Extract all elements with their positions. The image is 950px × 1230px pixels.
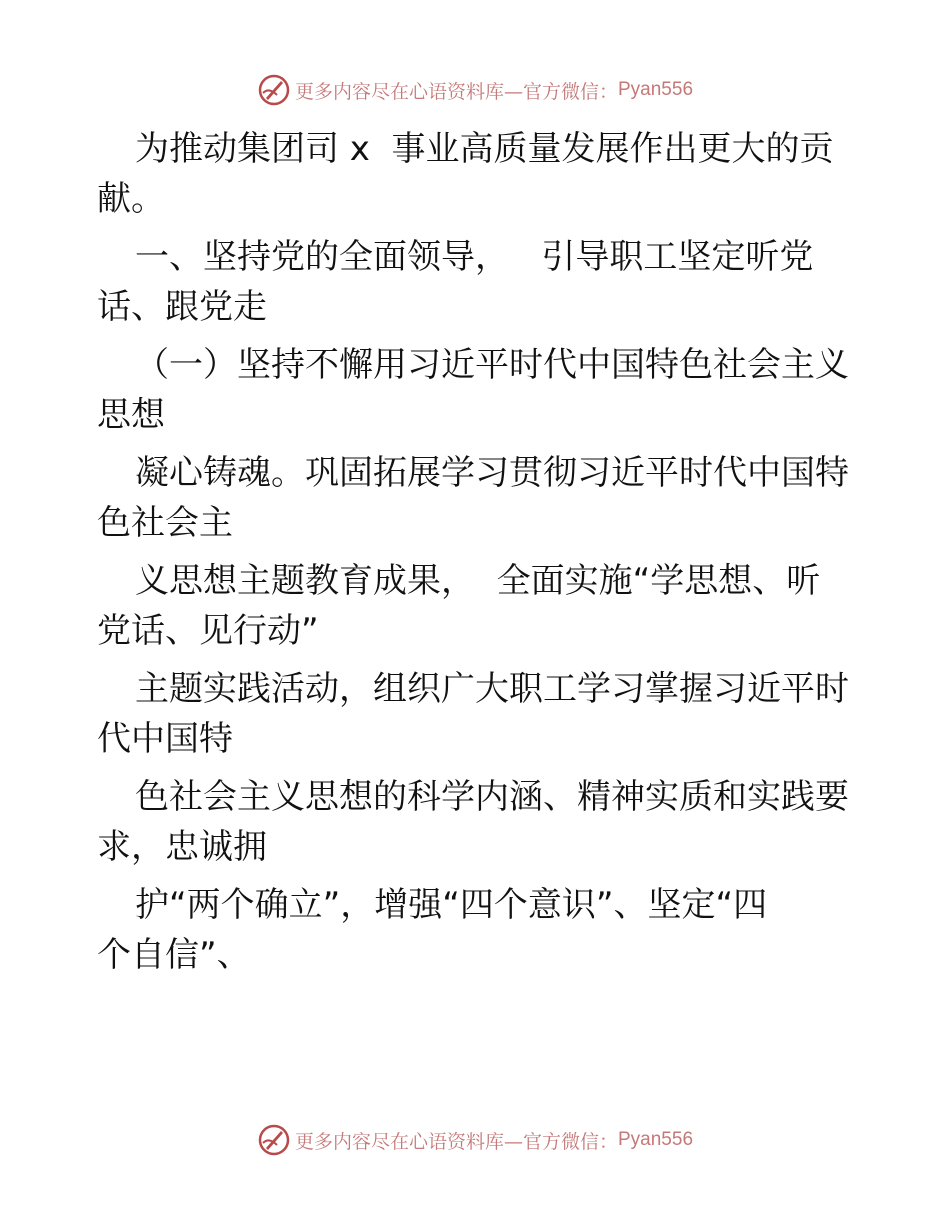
- body-line: 色社会主: [97, 503, 233, 543]
- header-watermark: [0, 70, 950, 110]
- body-line: 个自信”、: [97, 935, 251, 975]
- body-line: 代中国特: [97, 719, 233, 759]
- watermark-text: 更多内容尽在心语资料库—官方微信：: [294, 1130, 618, 1153]
- quill-logo-icon: [257, 1123, 291, 1157]
- body-line: 护“两个确立”，增强“四个意识”、坚定“四: [135, 885, 768, 925]
- section-heading: 一、坚持党的全面领导， 引导职工坚定听党: [135, 237, 814, 277]
- body-line: 求，忠诚拥: [97, 827, 267, 867]
- quill-logo-icon: [257, 73, 291, 107]
- body-line: 色社会主义思想的科学内涵、精神实质和实践要: [135, 777, 849, 817]
- watermark-text: 更多内容尽在心语资料库—官方微信：: [294, 80, 618, 103]
- subsection-heading: （一）坚持不懈用习近平时代中国特色社会主义: [135, 345, 849, 385]
- document-body: [97, 124, 857, 980]
- subsection-heading-cont: 思想: [97, 395, 165, 435]
- body-line: 主题实践活动，组织广大职工学习掌握习近平时: [135, 669, 849, 709]
- footer-watermark: [0, 1120, 950, 1160]
- section-heading-cont: 话、跟党走: [97, 287, 267, 327]
- watermark-id: Pyan556: [618, 1129, 694, 1150]
- body-line: 为推动集团司 x 事业高质量发展作出更大的贡: [135, 129, 834, 169]
- body-line: 凝心铸魂。巩固拓展学习贯彻习近平时代中国特: [135, 453, 849, 493]
- body-line: 党话、见行动”: [97, 611, 319, 651]
- body-line: 义思想主题教育成果， 全面实施“学思想、听: [135, 561, 821, 601]
- watermark-id: Pyan556: [618, 79, 694, 100]
- body-line: 献。: [97, 179, 165, 219]
